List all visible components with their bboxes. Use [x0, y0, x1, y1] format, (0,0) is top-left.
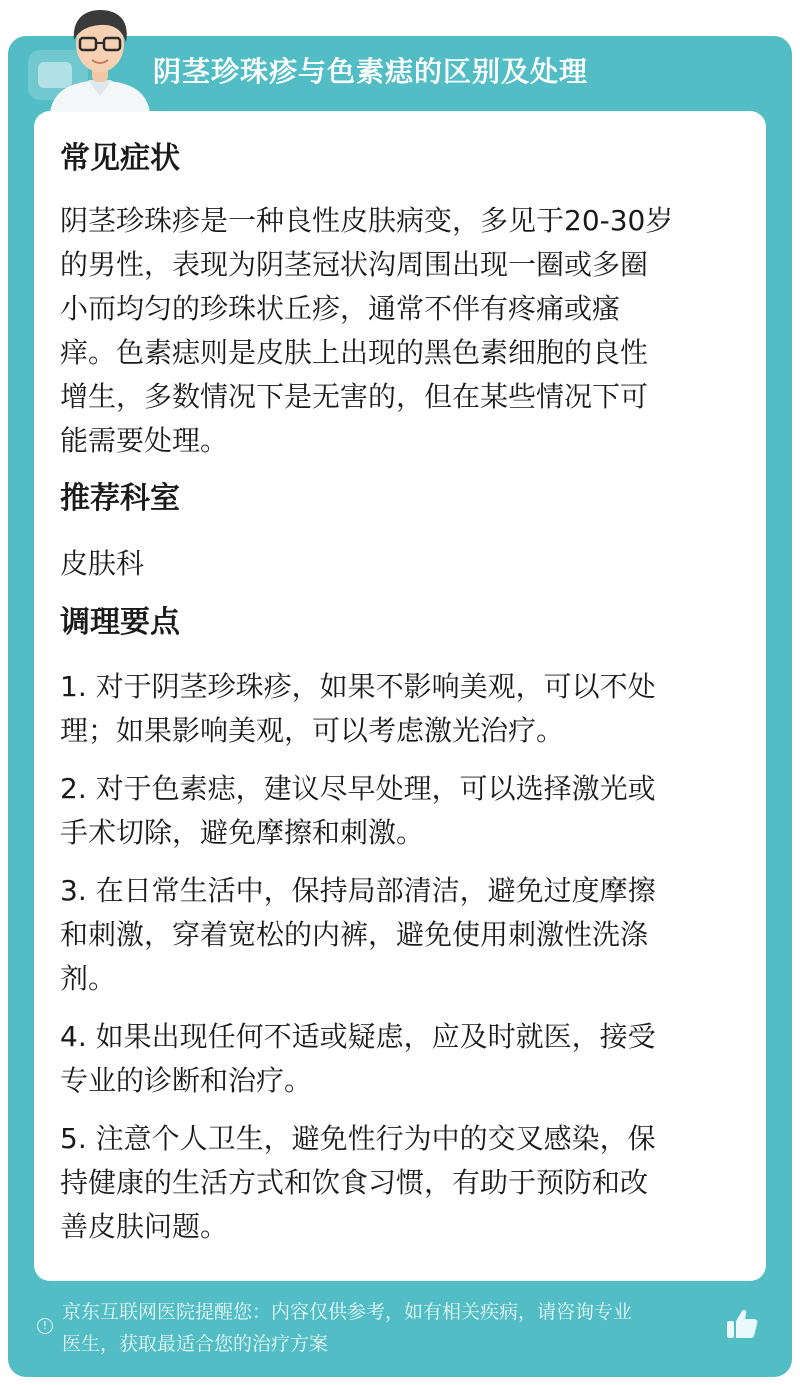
footer-text [62, 1296, 726, 1360]
footer-line: 京东互联网医院提醒您：内容仅供参考，如有相关疾病，请咨询专业 [62, 1301, 633, 1323]
care-item-line: 善皮肤问题。 [60, 1210, 229, 1243]
department-value: 皮肤科 [60, 547, 145, 580]
info-icon: ! [37, 1318, 53, 1334]
content-card [34, 111, 766, 1281]
care-item-line: 专业的诊断和治疗。 [60, 1064, 313, 1097]
footer-disclaimer [8, 1286, 792, 1366]
doctor-avatar [40, 0, 160, 112]
symptoms-text-line: 痒。色素痣则是皮肤上出现的黑色素细胞的良性 [60, 336, 649, 369]
care-item-line: 持健康的生活方式和饮食习惯，有助于预防和改 [60, 1166, 649, 1199]
footer-line: 医生，获取最适合您的治疗方案 [62, 1333, 329, 1355]
care-item-line: 4. 如果出现任何不适或疑虑，应及时就医，接受 [60, 1020, 656, 1053]
symptoms-heading: 常见症状 [60, 141, 180, 176]
page-frame [8, 36, 792, 1377]
care-item-line: 5. 注意个人卫生，避免性行为中的交叉感染，保 [60, 1122, 656, 1155]
care-heading: 调理要点 [60, 605, 180, 640]
page-title: 阴茎珍珠疹与色素痣的区别及处理 [153, 55, 589, 88]
thumbs-up-icon[interactable] [724, 1306, 760, 1342]
symptoms-text-line: 小而均匀的珍珠状丘疹，通常不伴有疼痛或瘙 [60, 292, 621, 325]
care-item-line: 2. 对于色素痣，建议尽早处理，可以选择激光或 [60, 772, 656, 805]
care-item-line: 1. 对于阴茎珍珠疹，如果不影响美观，可以不处 [60, 670, 656, 703]
symptoms-text-line: 能需要处理。 [60, 424, 229, 457]
care-item-line: 理；如果影响美观，可以考虑激光治疗。 [60, 714, 565, 747]
department-heading: 推荐科室 [60, 481, 180, 516]
care-item-line: 和刺激，穿着宽松的内裤，避免使用刺激性洗涤 [60, 918, 649, 951]
symptoms-text-line: 增生，多数情况下是无害的，但在某些情况下可 [60, 380, 649, 413]
symptoms-text-line: 阴茎珍珠疹是一种良性皮肤病变，多见于20-30岁 [60, 204, 674, 237]
symptoms-text-line: 的男性，表现为阴茎冠状沟周围出现一圈或多圈 [60, 248, 649, 281]
care-item-line: 3. 在日常生活中，保持局部清洁，避免过度摩擦 [60, 874, 656, 907]
care-item-line: 手术切除，避免摩擦和刺激。 [60, 816, 425, 849]
care-item-line: 剂。 [60, 962, 117, 995]
